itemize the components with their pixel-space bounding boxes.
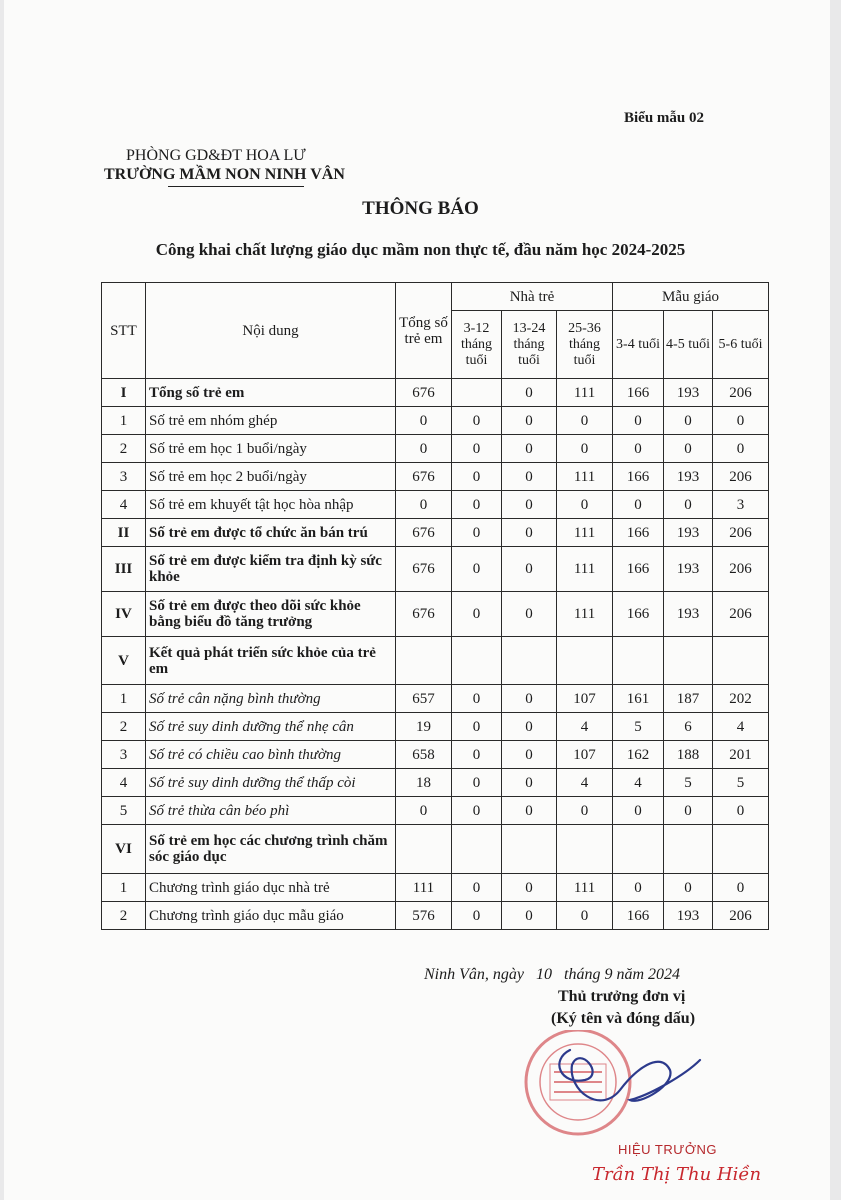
cell-value: 0 <box>502 902 557 930</box>
cell-value <box>557 825 613 874</box>
cell-content: Kết quả phát triển sức khỏe của trẻ em <box>146 637 396 685</box>
cell-value: 193 <box>664 463 713 491</box>
cell-stt: 4 <box>102 769 146 797</box>
cell-value <box>452 379 502 407</box>
cell-value: 201 <box>713 741 769 769</box>
cell-value: 206 <box>713 519 769 547</box>
cell-value: 111 <box>557 592 613 637</box>
table-row <box>102 685 769 713</box>
cell-content: Số trẻ thừa cân béo phì <box>146 797 396 825</box>
cell-total: 676 <box>396 547 452 592</box>
notice-title: THÔNG BÁO <box>362 198 479 219</box>
cell-value <box>613 825 664 874</box>
cell-value: 0 <box>502 519 557 547</box>
cell-stt: 2 <box>102 713 146 741</box>
cell-value <box>557 637 613 685</box>
cell-value: 0 <box>664 874 713 902</box>
header-kindergarten-group: Mẫu giáo <box>613 283 769 311</box>
cell-value: 0 <box>452 741 502 769</box>
cell-total: 19 <box>396 713 452 741</box>
table-row <box>102 547 769 592</box>
table-row <box>102 435 769 463</box>
cell-value: 0 <box>713 435 769 463</box>
cell-value: 0 <box>452 713 502 741</box>
cell-value: 0 <box>452 592 502 637</box>
cell-stt: 2 <box>102 902 146 930</box>
table-row <box>102 769 769 797</box>
header-age-col: 4-5 tuổi <box>664 311 713 379</box>
cell-stt: II <box>102 519 146 547</box>
table-row <box>102 491 769 519</box>
cell-value: 4 <box>713 713 769 741</box>
cell-value: 0 <box>502 547 557 592</box>
cell-content: Chương trình giáo dục nhà trẻ <box>146 874 396 902</box>
cell-value: 0 <box>664 797 713 825</box>
cell-total: 0 <box>396 491 452 519</box>
cell-stt: 1 <box>102 874 146 902</box>
cell-value: 0 <box>502 463 557 491</box>
cell-value: 0 <box>502 379 557 407</box>
official-stamp-and-signature <box>510 1030 710 1150</box>
cell-value: 0 <box>452 491 502 519</box>
table-row <box>102 379 769 407</box>
cell-value <box>664 637 713 685</box>
cell-content: Số trẻ suy dinh dưỡng thể nhẹ cân <box>146 713 396 741</box>
table-row <box>102 741 769 769</box>
table-header <box>102 283 769 379</box>
cell-total: 676 <box>396 592 452 637</box>
cell-value: 0 <box>452 407 502 435</box>
cell-value <box>452 637 502 685</box>
form-code: Biểu mẫu 02 <box>624 110 705 126</box>
cell-value <box>713 825 769 874</box>
cell-stt: III <box>102 547 146 592</box>
cell-value: 0 <box>664 491 713 519</box>
cell-value: 0 <box>502 713 557 741</box>
cell-value: 0 <box>502 685 557 713</box>
cell-content: Số trẻ em học 1 buổi/ngày <box>146 435 396 463</box>
cell-value: 188 <box>664 741 713 769</box>
cell-total: 0 <box>396 435 452 463</box>
cell-value: 107 <box>557 685 613 713</box>
table-row <box>102 902 769 930</box>
cell-value: 6 <box>664 713 713 741</box>
cell-value: 0 <box>502 592 557 637</box>
table-row <box>102 825 769 874</box>
cell-value: 193 <box>664 519 713 547</box>
cell-value: 111 <box>557 463 613 491</box>
stamp-circle <box>526 1030 630 1134</box>
cell-value: 5 <box>613 713 664 741</box>
cell-value: 0 <box>664 407 713 435</box>
department-name: PHÒNG GD&ĐT HOA LƯ <box>126 147 306 164</box>
cell-value: 0 <box>557 491 613 519</box>
cell-value: 0 <box>502 769 557 797</box>
cell-value: 0 <box>613 874 664 902</box>
table-row <box>102 519 769 547</box>
cell-value: 0 <box>452 769 502 797</box>
cell-total: 0 <box>396 407 452 435</box>
cell-value: 193 <box>664 379 713 407</box>
cell-value: 4 <box>557 713 613 741</box>
cell-stt: 3 <box>102 741 146 769</box>
cell-content: Số trẻ em nhóm ghép <box>146 407 396 435</box>
cell-value <box>502 825 557 874</box>
table-row <box>102 463 769 491</box>
cell-value: 111 <box>557 874 613 902</box>
cell-value: 0 <box>452 685 502 713</box>
cell-value: 166 <box>613 519 664 547</box>
cell-value: 0 <box>613 797 664 825</box>
cell-value: 0 <box>557 902 613 930</box>
cell-value <box>613 637 664 685</box>
cell-value: 206 <box>713 547 769 592</box>
cell-content: Tổng số trẻ em <box>146 379 396 407</box>
cell-total <box>396 637 452 685</box>
cell-total: 676 <box>396 463 452 491</box>
cell-value: 0 <box>502 435 557 463</box>
cell-value: 206 <box>713 592 769 637</box>
table-row <box>102 407 769 435</box>
cell-stt: V <box>102 637 146 685</box>
cell-value: 0 <box>502 407 557 435</box>
cell-content: Số trẻ có chiều cao bình thường <box>146 741 396 769</box>
table-row <box>102 874 769 902</box>
cell-stt: IV <box>102 592 146 637</box>
cell-stt: VI <box>102 825 146 874</box>
cell-stt: 1 <box>102 685 146 713</box>
cell-value: 202 <box>713 685 769 713</box>
cell-value: 0 <box>613 407 664 435</box>
cell-value: 0 <box>452 435 502 463</box>
principal-name: Trần Thị Thu Hiền <box>592 1164 762 1185</box>
cell-value: 166 <box>613 592 664 637</box>
cell-value: 0 <box>452 463 502 491</box>
notice-subtitle: Công khai chất lượng giáo dục mầm non thực tế, đầu năm học 2024-2025 <box>155 240 686 259</box>
cell-value: 0 <box>502 491 557 519</box>
cell-value: 0 <box>613 435 664 463</box>
cell-value: 0 <box>557 435 613 463</box>
signer-note: (Ký tên và đóng dấu) <box>551 1010 696 1027</box>
cell-content: Số trẻ em học các chương trình chăm sóc giáo dục <box>146 825 396 874</box>
cell-value: 166 <box>613 547 664 592</box>
cell-value: 0 <box>713 797 769 825</box>
cell-value: 0 <box>713 407 769 435</box>
cell-value: 111 <box>557 379 613 407</box>
cell-value: 4 <box>557 769 613 797</box>
header-total: Tổng số trẻ em <box>396 283 452 379</box>
cell-value: 193 <box>664 592 713 637</box>
header-stt: STT <box>102 283 146 379</box>
cell-value <box>664 825 713 874</box>
cell-stt: 3 <box>102 463 146 491</box>
cell-total: 657 <box>396 685 452 713</box>
cell-value: 0 <box>452 874 502 902</box>
cell-total: 18 <box>396 769 452 797</box>
cell-content: Số trẻ em được theo dõi sức khỏe bằng biểu đồ tăng trưởng <box>146 592 396 637</box>
cell-value <box>452 825 502 874</box>
header-age-col: 13-24 tháng tuổi <box>502 311 557 379</box>
cell-value: 187 <box>664 685 713 713</box>
date-line: Ninh Vân, ngày 10 tháng 9 năm 2024 <box>424 966 680 983</box>
cell-value: 3 <box>713 491 769 519</box>
header-age-col: 25-36 tháng tuổi <box>557 311 613 379</box>
cell-stt: I <box>102 379 146 407</box>
cell-value: 4 <box>613 769 664 797</box>
cell-value: 0 <box>557 797 613 825</box>
cell-total: 676 <box>396 519 452 547</box>
cell-total <box>396 825 452 874</box>
cell-content: Số trẻ em khuyết tật học hòa nhập <box>146 491 396 519</box>
cell-stt: 1 <box>102 407 146 435</box>
cell-total: 576 <box>396 902 452 930</box>
table-body <box>102 379 769 930</box>
cell-value: 0 <box>502 874 557 902</box>
cell-value <box>713 637 769 685</box>
school-name: TRƯỜNG MẦM NON NINH VÂN <box>104 166 345 183</box>
cell-value: 206 <box>713 902 769 930</box>
table-row <box>102 637 769 685</box>
cell-value: 0 <box>613 491 664 519</box>
cell-value: 0 <box>452 547 502 592</box>
cell-value: 166 <box>613 902 664 930</box>
cell-value: 0 <box>452 519 502 547</box>
header-age-col: 3-12 tháng tuổi <box>452 311 502 379</box>
cell-value: 206 <box>713 379 769 407</box>
cell-content: Số trẻ em được tổ chức ăn bán trú <box>146 519 396 547</box>
cell-value: 0 <box>452 797 502 825</box>
table-row <box>102 713 769 741</box>
principal-title: HIỆU TRƯỞNG <box>618 1142 718 1157</box>
table-row <box>102 797 769 825</box>
cell-total: 676 <box>396 379 452 407</box>
cell-content: Chương trình giáo dục mẫu giáo <box>146 902 396 930</box>
cell-content: Số trẻ em được kiểm tra định kỳ sức khỏe <box>146 547 396 592</box>
cell-value: 5 <box>713 769 769 797</box>
cell-value: 0 <box>713 874 769 902</box>
header-age-col: 3-4 tuổi <box>613 311 664 379</box>
cell-value: 161 <box>613 685 664 713</box>
cell-value: 193 <box>664 902 713 930</box>
header-age-col: 5-6 tuổi <box>713 311 769 379</box>
cell-stt: 5 <box>102 797 146 825</box>
cell-value: 162 <box>613 741 664 769</box>
cell-value: 166 <box>613 379 664 407</box>
cell-value: 0 <box>664 435 713 463</box>
cell-stt: 4 <box>102 491 146 519</box>
cell-value: 166 <box>613 463 664 491</box>
cell-value: 111 <box>557 547 613 592</box>
cell-value: 5 <box>664 769 713 797</box>
header-nursery-group: Nhà trẻ <box>452 283 613 311</box>
cell-value: 193 <box>664 547 713 592</box>
cell-stt: 2 <box>102 435 146 463</box>
cell-value: 0 <box>502 741 557 769</box>
cell-content: Số trẻ em học 2 buổi/ngày <box>146 463 396 491</box>
cell-value: 206 <box>713 463 769 491</box>
cell-value: 0 <box>557 407 613 435</box>
cell-value: 111 <box>557 519 613 547</box>
cell-value: 0 <box>452 902 502 930</box>
cell-value: 107 <box>557 741 613 769</box>
school-underline <box>168 186 304 187</box>
statistics-table <box>101 282 769 930</box>
table-row <box>102 592 769 637</box>
cell-total: 0 <box>396 797 452 825</box>
cell-content: Số trẻ suy dinh dưỡng thể thấp còi <box>146 769 396 797</box>
cell-value: 0 <box>502 797 557 825</box>
header-content: Nội dung <box>146 283 396 379</box>
cell-total: 658 <box>396 741 452 769</box>
signer-title: Thủ trưởng đơn vị <box>558 988 686 1005</box>
cell-content: Số trẻ cân nặng bình thường <box>146 685 396 713</box>
cell-value <box>502 637 557 685</box>
cell-total: 111 <box>396 874 452 902</box>
